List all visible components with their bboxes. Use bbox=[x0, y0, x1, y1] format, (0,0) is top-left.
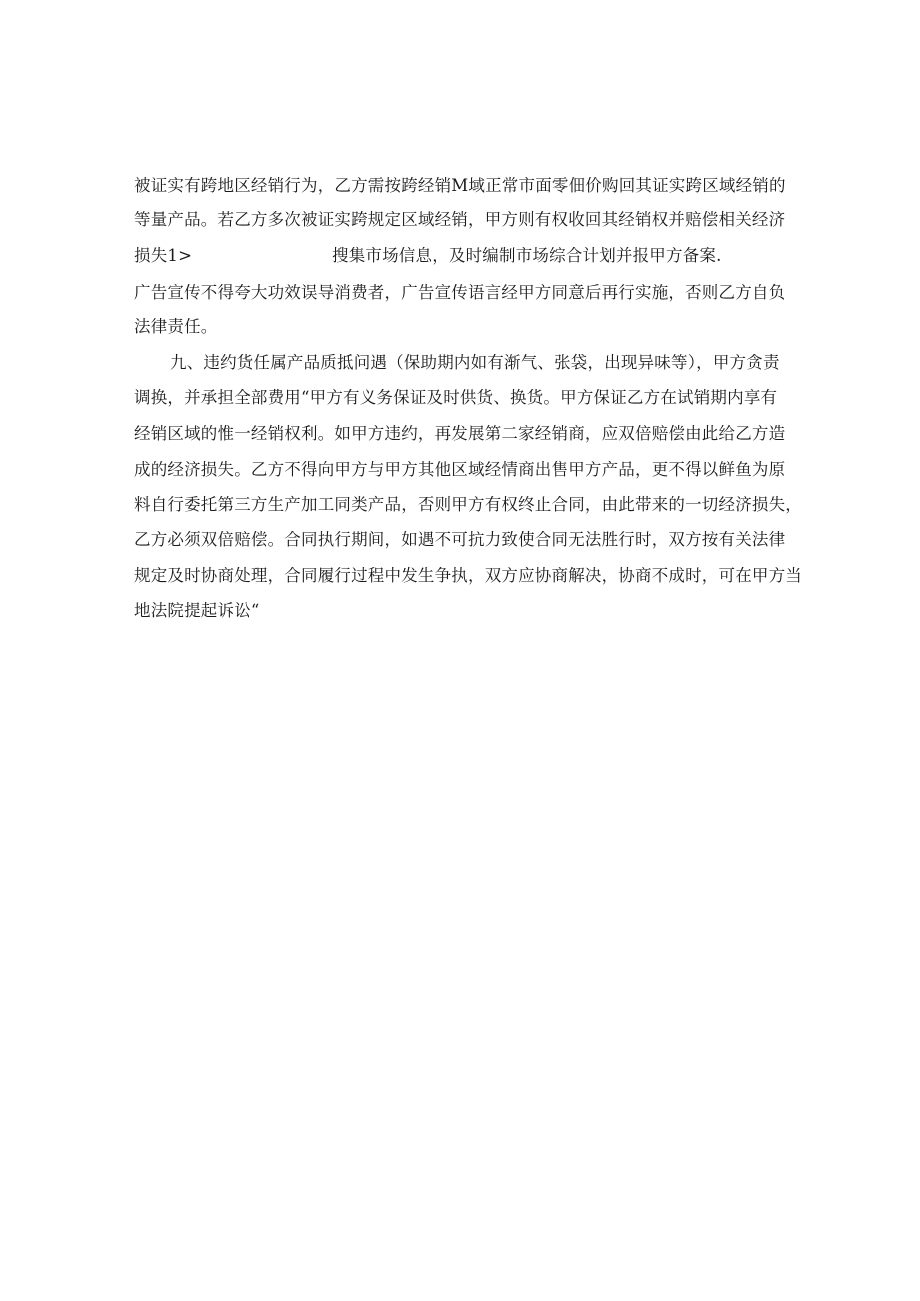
paragraph-1-line-1: 被证实有跨地区经销行为，乙方需按跨经销M域正常市面零佃价购回其证实跨区域经销的 bbox=[134, 176, 786, 195]
paragraph-1-line-5: 法律责任。 bbox=[134, 317, 218, 336]
paragraph-2-line-1: 九、违约货任属产品质抵问遇（保助期内如有渐气、张袋，出现异味等），甲方贪责 bbox=[170, 353, 780, 372]
paragraph-1-line-2: 等量产品。若乙方多次被证实跨规定区域经销，甲方则有权收回其经销权并赔偿相关经济 bbox=[134, 210, 786, 229]
paragraph-1-line-3-end: 搜集市场信息，及时编制市场综合计划并报甲方备案. bbox=[332, 246, 722, 265]
paragraph-2-line-7: 规定及时协商处理，合同履行过程中发生争执，双方应协商解决，协商不成时，可在甲方当 bbox=[134, 566, 802, 585]
paragraph-2-line-3: 经销区域的惟一经销权利。如甲方违约，再发展第二家经销商，应双倍赔偿由此给乙方造 bbox=[134, 424, 786, 443]
paragraph-1-line-3-start: 损失1> bbox=[134, 246, 193, 265]
paragraph-2-line-2: 调换，并承担全部费用“甲方有义务保证及时供货、换货。甲方保证乙方在试销期内享有 bbox=[134, 388, 778, 407]
paragraph-2-line-5: 料自行委托第三方生产加工同类产品，否则甲方有权终止合同，由此带来的一切经济损失， bbox=[134, 495, 802, 514]
paragraph-2-line-8: 地法院提起诉讼“ bbox=[134, 601, 260, 620]
paragraph-2-line-4: 成的经济损失。乙方不得向甲方与甲方其他区域经情商出售甲方产品，更不得以鲜鱼为原 bbox=[134, 460, 786, 479]
paragraph-2-line-6: 乙方必须双倍赔偿。合同执行期间，如遇不可抗力致使合同无法胜行时，双方按有关法律 bbox=[134, 530, 786, 549]
paragraph-1-line-4: 广告宣传不得夸大功效误导消费者，广告宣传语言经甲方同意后再行实施，否则乙方自负 bbox=[134, 283, 786, 302]
